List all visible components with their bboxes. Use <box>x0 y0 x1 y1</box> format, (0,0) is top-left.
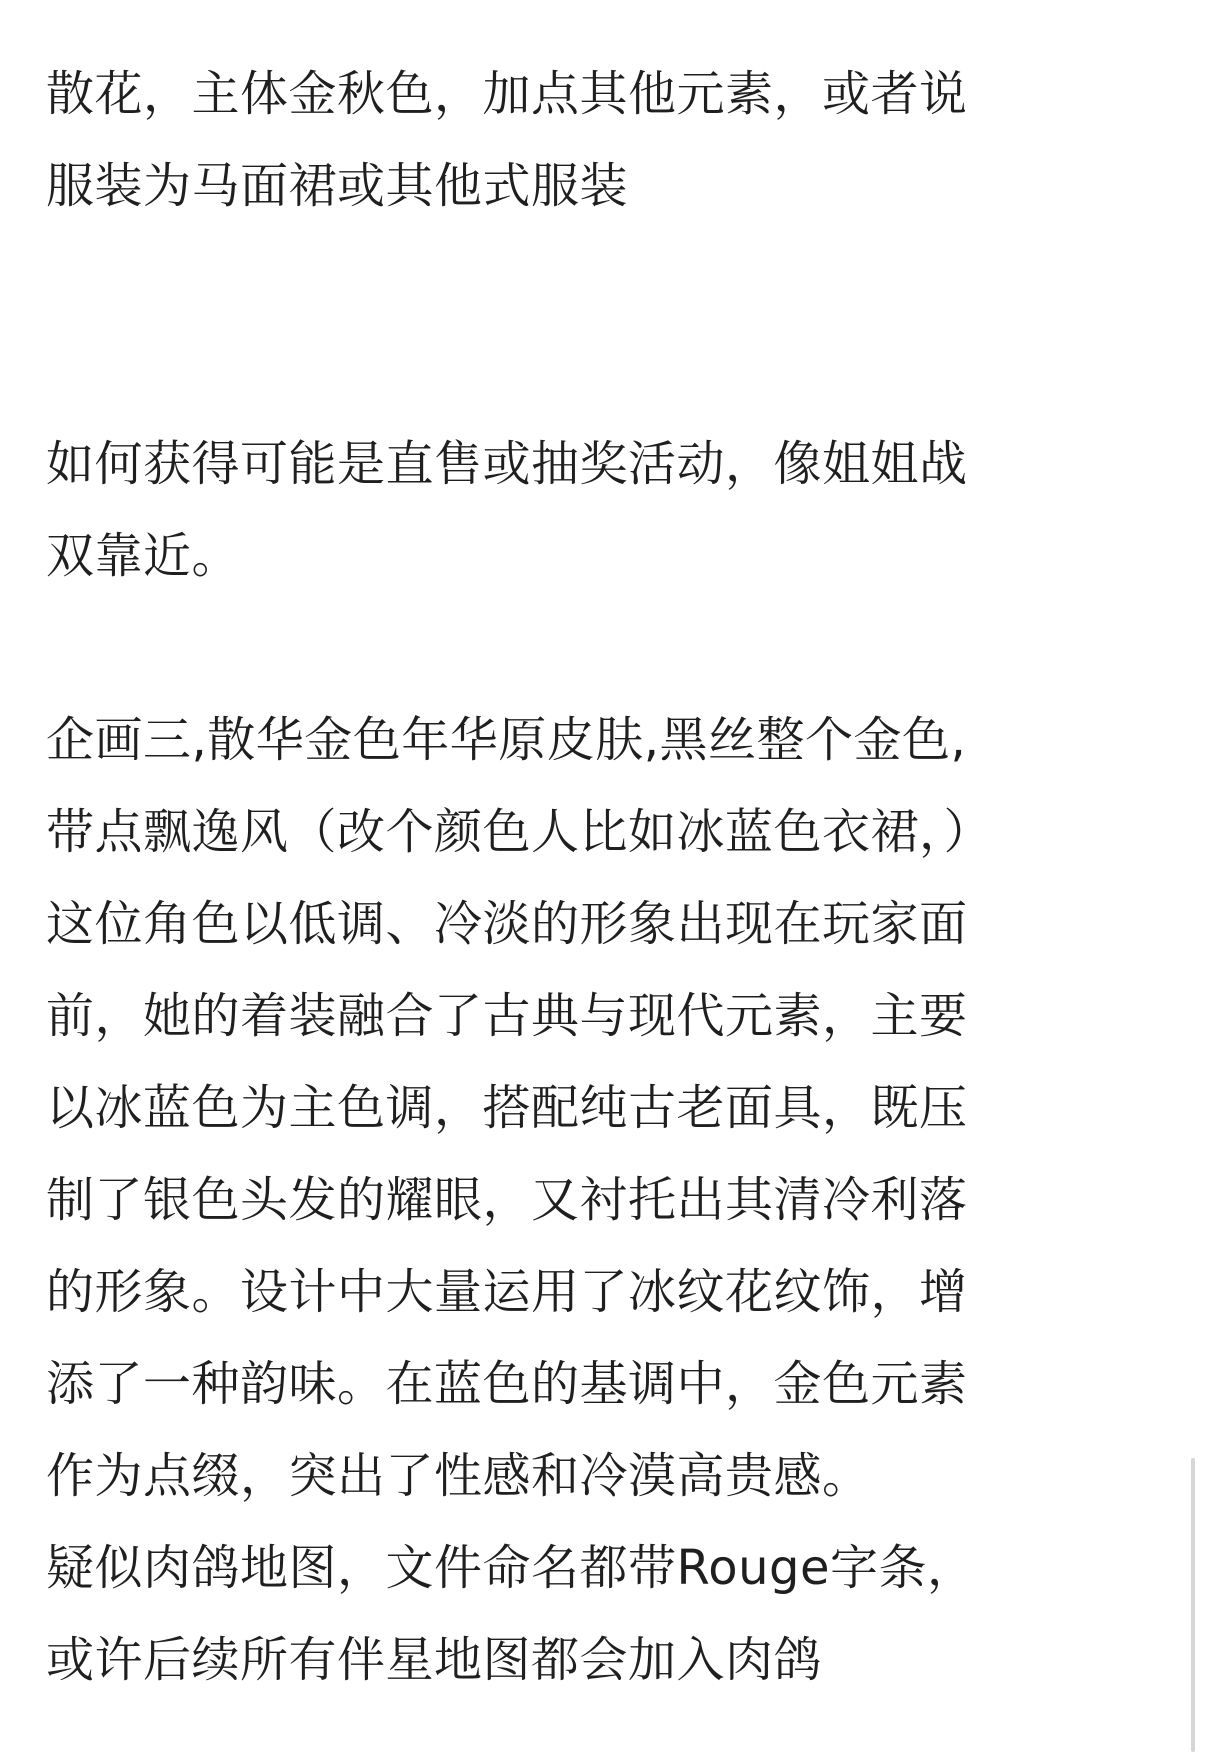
text-line: 或许后续所有伴星地图都会加入肉鸽 <box>46 1632 823 1688</box>
text-line: 疑似肉鸽地图，文件命名都带Rouge字条， <box>46 1540 976 1596</box>
text-line: 添了一种韵味。在蓝色的基调中，金色元素 <box>46 1356 968 1412</box>
text-line: 制了银色头发的耀眼，又衬托出其清冷利落 <box>46 1172 968 1228</box>
text-line: 的形象。设计中大量运用了冰纹花纹饰，增 <box>46 1264 968 1320</box>
text-line: 服装为马面裙或其他式服装 <box>46 158 629 214</box>
text-line: 以冰蓝色为主色调，搭配纯古老面具，既压 <box>46 1080 968 1136</box>
text-line: 散花，主体金秋色，加点其他元素，或者说 <box>46 66 968 122</box>
paragraph-3 <box>46 694 1176 1706</box>
paragraph-2 <box>46 418 1176 602</box>
text-line: 如何获得可能是直售或抽奖活动，像姐姐战 <box>46 436 968 492</box>
paragraph-spacer <box>46 602 1176 694</box>
text-line: 双靠近。 <box>46 528 241 584</box>
text-line: 企画三,散华金色年华原皮肤,黑丝整个金色, <box>46 712 967 768</box>
article-body <box>46 48 1176 1706</box>
text-line: 前，她的着装融合了古典与现代元素，主要 <box>46 988 968 1044</box>
paragraph-1 <box>46 48 1176 232</box>
scrollbar[interactable] <box>1191 1458 1195 1752</box>
text-line: 这位角色以低调、冷淡的形象出现在玩家面 <box>46 896 968 952</box>
paragraph-spacer <box>46 232 1176 418</box>
text-line: 带点飘逸风（改个颜色人比如冰蓝色衣裙，） <box>46 804 993 860</box>
text-line: 作为点缀，突出了性感和冷漠高贵感。 <box>46 1448 871 1504</box>
